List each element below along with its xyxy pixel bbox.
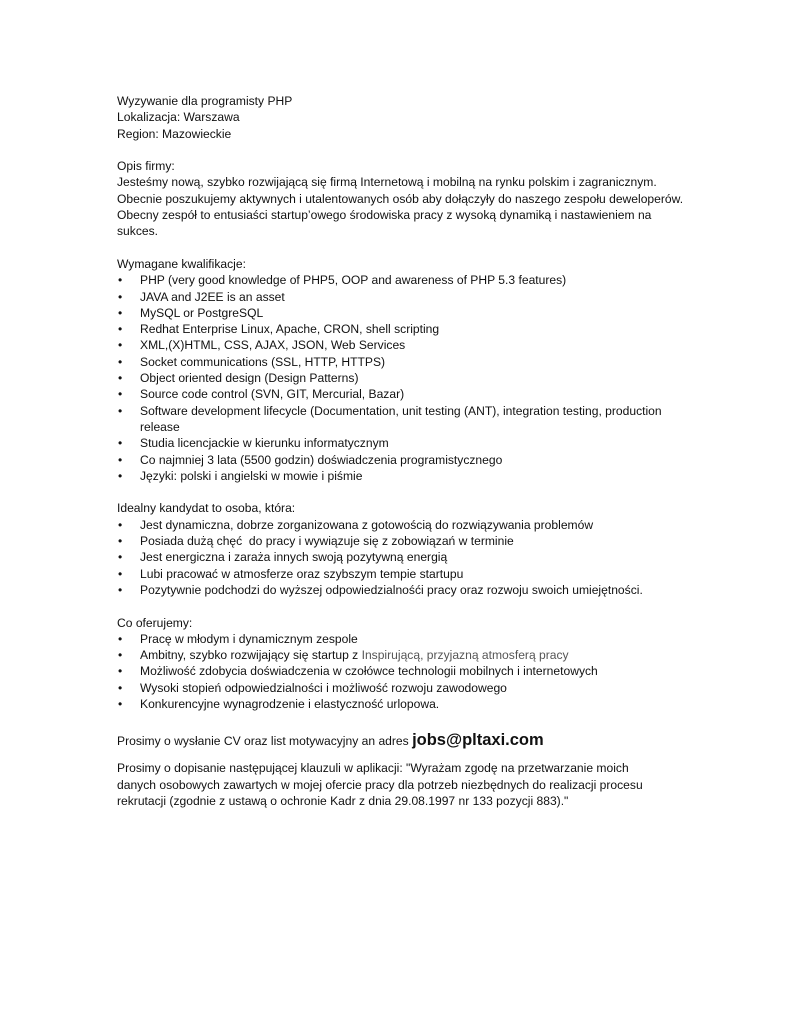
apply-text: Prosimy o wysłanie CV oraz list motywacyjny an adres <box>117 734 413 749</box>
document-page <box>117 93 684 809</box>
list-item: • MySQL or PostgreSQL <box>118 305 264 320</box>
list-item: • Konkurencyjne wynagrodzenie i elastyczność urlopowa. <box>118 696 440 711</box>
bullet-icon: • <box>118 517 123 532</box>
list-item: • Jest energiczna i zaraża innych swoją pozytywną energią <box>118 550 448 565</box>
bullet-icon: • <box>118 436 123 451</box>
bullet-icon: • <box>118 273 123 288</box>
list-item: • Jest dynamiczna, dobrze zorganizowana z gotowością do rozwiązywania problemów <box>118 517 594 532</box>
spacer <box>117 751 677 760</box>
apply-line <box>117 730 677 751</box>
header-block <box>117 93 677 142</box>
bullet-icon: • <box>118 664 123 679</box>
candidate-list <box>117 517 677 598</box>
bullet-icon: • <box>118 696 123 711</box>
list-item: • PHP (very good knowledge of PHP5, OOP and awareness of PHP 5.3 features) <box>118 273 567 288</box>
bullet-icon: • <box>118 648 123 663</box>
candidate-heading: Idealny kandydat to osoba, która: <box>117 501 296 516</box>
job-title: Wyzywanie dla programisty PHP <box>117 94 293 108</box>
bullet-icon: • <box>118 631 123 646</box>
bullet-icon: • <box>118 452 123 467</box>
consent-text: Prosimy o dopisanie następującej klauzuli w aplikacji: "Wyrażam zgodę na przetwarzanie moich danych osobowych zawartych w mojej ofercie pracy dla potrzeb niezbędnych do realizacji procesu rekrutacji (zgodnie z ustawą o ochronie Kadr z dnia 29.08.1997 nr 133 pozycji 883)." <box>117 761 643 808</box>
list-item: • Ambitny, szybko rozwijający się startup z Inspirującą, przyjazną atmosferą pracy <box>118 648 569 663</box>
list-item: • XML,(X)HTML, CSS, AJAX, JSON, Web Services <box>118 338 406 353</box>
bullet-icon: • <box>118 680 123 695</box>
region-line: Region: Mazowieckie <box>117 126 232 141</box>
bullet-icon: • <box>118 387 123 402</box>
list-item: • Source code control (SVN, GIT, Mercurial, Bazar) <box>118 387 405 402</box>
offer-highlight: Inspirującą, przyjazną atmosferą pracy <box>361 648 569 663</box>
list-item: • Software development lifecycle (Documentation, unit testing (ANT), integration testing, production release <box>118 403 662 434</box>
bullet-icon: • <box>118 354 123 369</box>
company-heading: Opis firmy: <box>117 159 175 174</box>
qualifications-list <box>117 272 677 484</box>
company-line: Obecnie poszukujemy aktywnych i utalentowanych osób aby dołączyły do naszego zespołu deweloperów. <box>117 191 684 206</box>
company-section <box>117 158 684 239</box>
company-line: Obecny zespół to entusiaści startup’owego środowiska pracy z wysoką dynamiką i nastawieniem na <box>117 208 652 223</box>
offer-list <box>117 631 677 712</box>
list-item: • Studia licencjackie w kierunku informatycznym <box>118 436 389 451</box>
bullet-icon: • <box>118 550 123 565</box>
spacer <box>117 240 677 256</box>
list-item: • Języki: polski i angielski w mowie i piśmie <box>118 468 363 483</box>
list-item: • Redhat Enterprise Linux, Apache, CRON, shell scripting <box>118 322 440 337</box>
bullet-icon: • <box>118 403 123 418</box>
qualifications-section <box>117 256 677 484</box>
list-item: • Socket communications (SSL, HTTP, HTTPS) <box>118 354 386 369</box>
bullet-icon: • <box>118 289 123 304</box>
spacer <box>117 598 677 614</box>
qualifications-heading: Wymagane kwalifikacje: <box>117 256 246 271</box>
bullet-icon: • <box>118 371 123 386</box>
bullet-icon: • <box>118 338 123 353</box>
email-address[interactable]: jobs@pltaxi.com <box>412 731 544 750</box>
list-item: • Co najmniej 3 lata (5500 godzin) doświadczenia programistycznego <box>118 452 503 467</box>
list-item: • Pracę w młodym i dynamicznym zespole <box>118 631 358 646</box>
spacer <box>117 142 677 158</box>
list-item: • Wysoki stopień odpowiedzialności i możliwość rozwoju zawodowego <box>118 680 507 695</box>
list-item: • JAVA and J2EE is an asset <box>118 289 285 304</box>
company-line: Jesteśmy nową, szybko rozwijającą się firmą Internetową i mobilną na rynku polskim i zagranicznym. <box>117 175 657 190</box>
consent-clause <box>117 760 665 809</box>
bullet-icon: • <box>118 468 123 483</box>
bullet-icon: • <box>118 582 123 597</box>
bullet-icon: • <box>118 305 123 320</box>
offer-heading: Co oferujemy: <box>117 615 193 630</box>
bullet-icon: • <box>118 566 123 581</box>
candidate-section <box>117 500 677 598</box>
company-line: sukces. <box>117 224 158 239</box>
list-item: • Możliwość zdobycia doświadczenia w czołówce technologii mobilnych i internetowych <box>118 664 598 679</box>
location-line: Lokalizacja: Warszawa <box>117 110 240 125</box>
list-item: • Posiada dużą chęć do pracy i wywiązuje się z zobowiązań w terminie <box>118 534 514 549</box>
offer-section <box>117 615 677 713</box>
list-item: • Pozytywnie podchodzi do wyższej odpowiedzialnośći pracy oraz rozwoju swoich umiejętności. <box>118 582 643 597</box>
spacer <box>117 484 677 500</box>
bullet-icon: • <box>118 322 123 337</box>
list-item: • Lubi pracować w atmosferze oraz szybszym tempie startupu <box>118 566 464 581</box>
bullet-icon: • <box>118 534 123 549</box>
list-item: • Object oriented design (Design Patterns) <box>118 371 359 386</box>
